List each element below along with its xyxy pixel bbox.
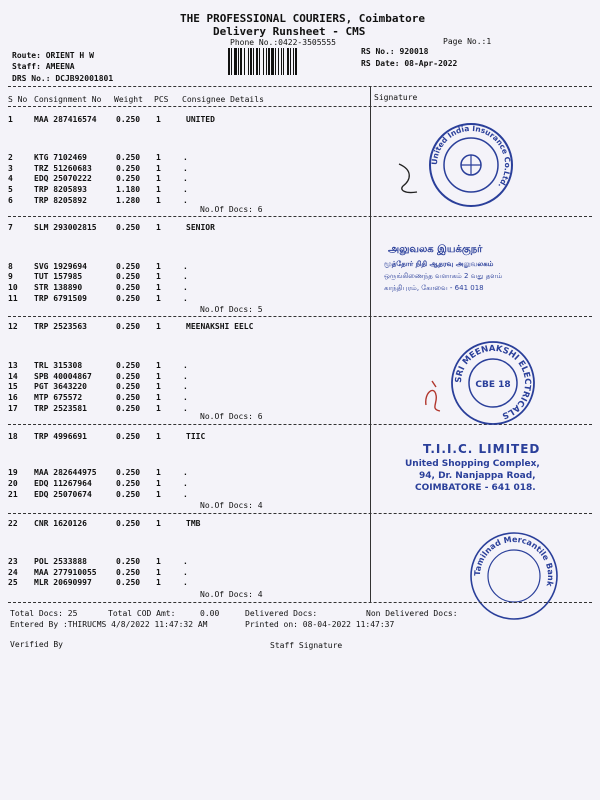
cell-weight: 0.250 (116, 557, 141, 566)
cell-consignment: TRL 315308 (34, 361, 83, 370)
cell-pcs: 1 (156, 468, 161, 477)
phone-number: Phone No.:0422-3505555 (230, 38, 336, 47)
cell-pcs: 1 (156, 490, 161, 499)
cell-consignment: EDQ 11267964 (34, 479, 92, 488)
cell-consignee: TMB (186, 519, 201, 528)
cell-weight: 1.180 (116, 185, 141, 194)
cell-pcs: 1 (156, 115, 161, 124)
cell-pcs: 1 (156, 393, 161, 402)
senior-office-stamp: அலுவலக இயக்குநர் மூத்தோர் நிதி ஆதரவு அலுவலகம் ஒருங்கிணைந்த வளாகம் 2 வது தளம் காந்திபுரம், கோவை - 641 018 (384, 244, 503, 292)
verified-by: Verified By (10, 640, 63, 649)
table-row (0, 185, 372, 196)
group-separator (8, 216, 592, 217)
cell-weight: 0.250 (116, 568, 141, 577)
delivered-docs: Delivered Docs: (245, 609, 318, 618)
cell-weight: 0.250 (116, 223, 141, 232)
cell-pcs: 1 (156, 568, 161, 577)
cell-dot: . (183, 557, 188, 566)
cell-dot: . (183, 262, 188, 271)
united-signature (395, 160, 425, 200)
cell-pcs: 1 (156, 223, 161, 232)
cell-weight: 0.250 (116, 361, 141, 370)
cell-consignment: TRP 4996691 (34, 432, 87, 441)
cell-dot: . (183, 568, 188, 577)
table-row (0, 557, 372, 568)
cell-sno: 17 (8, 404, 18, 413)
cell-sno: 14 (8, 372, 18, 381)
cell-consignment: MTP 675572 (34, 393, 83, 402)
cell-consignment: EDQ 25070674 (34, 490, 92, 499)
total-docs: Total Docs: 25 (10, 609, 78, 618)
cell-dot: . (183, 479, 188, 488)
cell-pcs: 1 (156, 153, 161, 162)
cell-sno: 22 (8, 519, 18, 528)
table-row (0, 283, 372, 294)
cell-dot: . (183, 404, 188, 413)
table-row (0, 382, 372, 393)
cell-weight: 0.250 (116, 393, 141, 402)
cell-sno: 23 (8, 557, 18, 566)
cell-dot: . (183, 578, 188, 587)
cell-consignment: TRP 6791509 (34, 294, 87, 303)
staff: Staff: AMEENA (12, 62, 75, 71)
page-number: Page No.:1 (443, 37, 492, 46)
table-row (0, 432, 372, 443)
cell-weight: 0.250 (116, 174, 141, 183)
cell-weight: 0.250 (116, 294, 141, 303)
cell-sno: 4 (8, 174, 13, 183)
cell-dot: . (183, 468, 188, 477)
table-row (0, 479, 372, 490)
cell-sno: 24 (8, 568, 18, 577)
cell-sno: 2 (8, 153, 13, 162)
table-row (0, 578, 372, 589)
united-insurance-stamp (428, 122, 514, 208)
cell-sno: 8 (8, 262, 13, 271)
cell-consignee: UNITED (186, 115, 215, 124)
group-separator (8, 316, 592, 317)
cell-weight: 0.250 (116, 479, 141, 488)
cell-consignment: MAA 287416574 (34, 115, 97, 124)
col-signature: Signature (374, 93, 418, 102)
non-delivered-docs: Non Delivered Docs: (366, 609, 458, 618)
cell-sno: 6 (8, 196, 13, 205)
cell-weight: 0.250 (116, 432, 141, 441)
cell-dot: . (183, 382, 188, 391)
document-title: Delivery Runsheet - CMS (213, 25, 366, 38)
cell-consignment: MLR 20690997 (34, 578, 92, 587)
col-weight: Weight (114, 95, 143, 104)
cell-consignment: KTG 7102469 (34, 153, 87, 162)
cell-weight: 0.250 (116, 322, 141, 331)
cell-consignment: EDQ 25070222 (34, 174, 92, 183)
cell-consignment: STR 138890 (34, 283, 83, 292)
cell-consignment: TRP 2523563 (34, 322, 87, 331)
svg-text:Tamilnad Mercantile Bank: Tamilnad Mercantile Bank (472, 534, 556, 588)
cell-pcs: 1 (156, 557, 161, 566)
cell-weight: 0.250 (116, 468, 141, 477)
cell-consignee: TIIC (186, 432, 206, 441)
table-row (0, 153, 372, 164)
col-consignment: Consignment No (34, 95, 102, 104)
cell-pcs: 1 (156, 479, 161, 488)
table-row (0, 468, 372, 479)
group-doc-count: No.Of Docs: 6 (200, 205, 263, 214)
table-row (0, 361, 372, 372)
cell-sno: 16 (8, 393, 18, 402)
cell-dot: . (183, 361, 188, 370)
col-sno: S No (8, 95, 28, 104)
rs-date: RS Date: 08-Apr-2022 (361, 59, 458, 68)
cell-weight: 0.250 (116, 404, 141, 413)
cell-dot: . (183, 272, 188, 281)
cell-dot: . (183, 164, 188, 173)
cell-consignment: TRP 2523581 (34, 404, 87, 413)
cell-sno: 25 (8, 578, 18, 587)
cell-pcs: 1 (156, 174, 161, 183)
cell-pcs: 1 (156, 283, 161, 292)
cell-sno: 15 (8, 382, 18, 391)
table-row (0, 519, 372, 530)
cell-dot: . (183, 490, 188, 499)
cell-dot: . (183, 185, 188, 194)
cell-sno: 21 (8, 490, 18, 499)
cell-pcs: 1 (156, 432, 161, 441)
cell-consignment: SPB 40004867 (34, 372, 92, 381)
group-doc-count: No.Of Docs: 5 (200, 305, 263, 314)
tmb-bank-stamp (468, 530, 560, 622)
staff-signature: Staff Signature (270, 641, 343, 650)
cell-sno: 7 (8, 223, 13, 232)
cell-dot: . (183, 393, 188, 402)
cell-consignment: CNR 1620126 (34, 519, 87, 528)
cell-pcs: 1 (156, 196, 161, 205)
cell-consignee: SENIOR (186, 223, 215, 232)
cell-sno: 13 (8, 361, 18, 370)
cell-consignment: TRZ 51260683 (34, 164, 92, 173)
cell-weight: 0.250 (116, 382, 141, 391)
cell-sno: 1 (8, 115, 13, 124)
cell-sno: 20 (8, 479, 18, 488)
cell-consignment: MAA 277910055 (34, 568, 97, 577)
tiic-stamp: T.I.I.C. LIMITED United Shopping Complex, 94, Dr. Nanjappa Road, COIMBATORE - 641 018. (405, 442, 541, 493)
cell-sno: 5 (8, 185, 13, 194)
cell-weight: 0.250 (116, 372, 141, 381)
cell-pcs: 1 (156, 578, 161, 587)
printed-on: Printed on: 08-04-2022 11:47:37 (245, 620, 395, 629)
cell-consignee: MEENAKSHI EELC (186, 322, 254, 331)
drs-number: DRS No.: DCJB92001801 (12, 74, 114, 83)
table-row (0, 272, 372, 283)
cell-dot: . (183, 283, 188, 292)
rs-number: RS No.: 920018 (361, 47, 429, 56)
cell-pcs: 1 (156, 272, 161, 281)
cell-consignment: MAA 282644975 (34, 468, 97, 477)
group-doc-count: No.Of Docs: 4 (200, 501, 263, 510)
cell-consignment: TUT 157985 (34, 272, 83, 281)
route: Route: ORIENT H W (12, 51, 94, 60)
col-pcs: PCS (154, 95, 169, 104)
cell-sno: 12 (8, 322, 18, 331)
cell-pcs: 1 (156, 382, 161, 391)
col-consignee: Consignee Details (182, 95, 264, 104)
cell-pcs: 1 (156, 372, 161, 381)
group-doc-count: No.Of Docs: 6 (200, 412, 263, 421)
cell-consignment: SLM 293002815 (34, 223, 97, 232)
cell-weight: 0.250 (116, 519, 141, 528)
svg-text:CBE 18: CBE 18 (475, 380, 511, 390)
cell-consignment: PGT 3643220 (34, 382, 87, 391)
cell-pcs: 1 (156, 322, 161, 331)
cell-consignment: TRP 8205893 (34, 185, 87, 194)
barcode (228, 48, 349, 75)
cell-weight: 0.250 (116, 283, 141, 292)
cell-consignment: SVG 1929694 (34, 262, 87, 271)
cell-weight: 0.250 (116, 164, 141, 173)
table-row (0, 196, 372, 207)
cell-weight: 1.280 (116, 196, 141, 205)
cell-sno: 9 (8, 272, 13, 281)
cell-pcs: 1 (156, 404, 161, 413)
meenakshi-signature (420, 375, 450, 415)
cell-weight: 0.250 (116, 578, 141, 587)
cell-sno: 10 (8, 283, 18, 292)
table-row (0, 404, 372, 415)
table-row (0, 490, 372, 501)
cell-weight: 0.250 (116, 272, 141, 281)
company-title: THE PROFESSIONAL COURIERS, Coimbatore (180, 12, 426, 25)
cell-sno: 3 (8, 164, 13, 173)
table-row (0, 294, 372, 305)
cell-weight: 0.250 (116, 490, 141, 499)
table-row (0, 174, 372, 185)
cell-pcs: 1 (156, 164, 161, 173)
cell-dot: . (183, 294, 188, 303)
table-row (0, 322, 372, 333)
table-row (0, 115, 372, 126)
cell-pcs: 1 (156, 294, 161, 303)
cell-dot: . (183, 372, 188, 381)
cell-dot: . (183, 174, 188, 183)
cell-sno: 18 (8, 432, 18, 441)
table-row (0, 223, 372, 234)
cell-pcs: 1 (156, 519, 161, 528)
total-cod-value: 0.00 (200, 609, 220, 618)
cell-consignment: TRP 8205892 (34, 196, 87, 205)
total-cod-label: Total COD Amt: (108, 609, 176, 618)
cell-sno: 19 (8, 468, 18, 477)
cell-pcs: 1 (156, 361, 161, 370)
cell-pcs: 1 (156, 262, 161, 271)
cell-weight: 0.250 (116, 262, 141, 271)
cell-pcs: 1 (156, 185, 161, 194)
group-separator (8, 513, 592, 514)
cell-weight: 0.250 (116, 115, 141, 124)
svg-text:SRI MEENAKSHI ELECTRICALS: SRI MEENAKSHI ELECTRICALS (453, 343, 533, 421)
table-row (0, 393, 372, 404)
cell-sno: 11 (8, 294, 18, 303)
cell-dot: . (183, 196, 188, 205)
meenakshi-electricals-stamp (450, 340, 536, 426)
entered-by: Entered By :THIRUCMS 4/8/2022 11:47:32 AM (10, 620, 208, 629)
svg-text:United India Insurance Co.Ltd.: United India Insurance Co.Ltd. (429, 123, 513, 190)
cell-weight: 0.250 (116, 153, 141, 162)
cell-consignment: POL 2533888 (34, 557, 87, 566)
group-doc-count: No.Of Docs: 4 (200, 590, 263, 599)
cell-dot: . (183, 153, 188, 162)
